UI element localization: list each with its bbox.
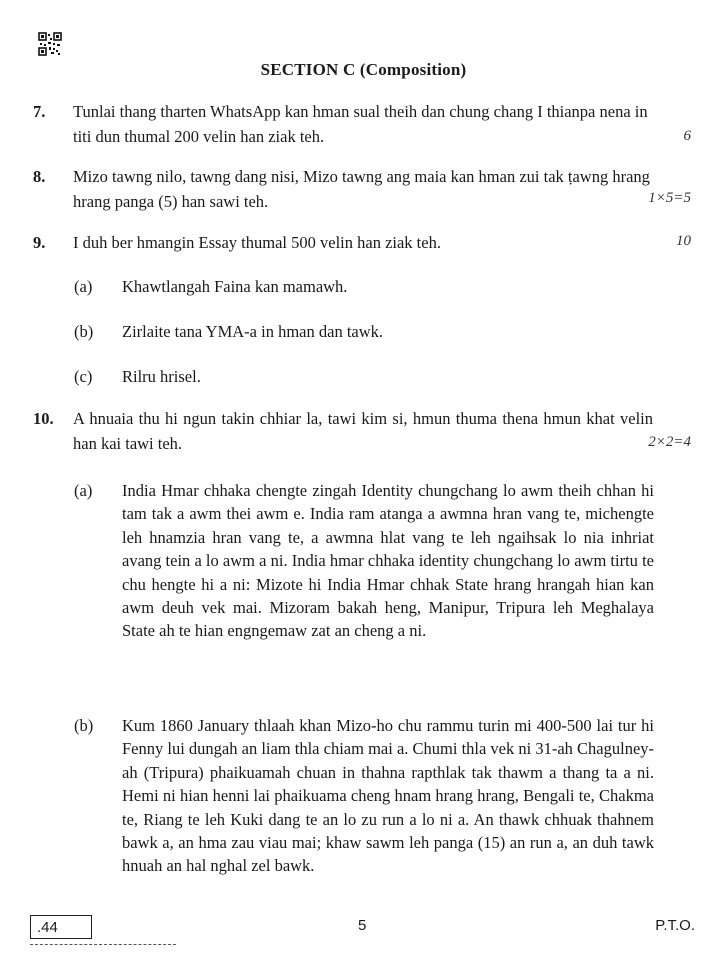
section-title: SECTION C (Composition) (260, 60, 467, 79)
option-text: Rilru hrisel. (122, 367, 201, 386)
question-text: Tunlai thang tharten WhatsApp kan hman sual theih dan chung chang I thianpa nena in titi dun thumal 200 velin han ziak teh. (73, 102, 648, 146)
question-number: 7. (33, 102, 46, 121)
option-label: (c) (74, 367, 93, 386)
question-marks: 2×2=4 (648, 434, 691, 450)
passage-text: India Hmar chhaka chengte zingah Identity chungchang lo awm theih chhan hi tam tak a awm thei awm e. India ram atanga a awmna hran vang te, michengte leh hnamzia hran vang te, a awmna hlat vang te leh ngaihsak lo nia inhriat avang tein a lo awm a ni. India hmar chhaka identity chungchang lo awm tirtu te chu hengte hi a ni: Mizote hi India Hmar chhak State hrang hrangah hian kan awm deuh vek mai. Mizoram bakah heng, Manipur, Tripura leh Meghalaya State ah te hian engngemaw zat an cheng a ni. (122, 481, 654, 641)
passage-label: (b) (74, 716, 94, 735)
question-text: A hnuaia thu hi ngun takin chhiar la, tawi kim si, hmun thuma thena hmun khat velin han kai tawi teh. (73, 409, 653, 453)
option-label: (a) (74, 277, 93, 296)
question-text: Mizo tawng nilo, tawng dang nisi, Mizo tawng ang maia kan hman zui tak ṭawng hrang hrang panga (5) han sawi teh. (73, 167, 650, 211)
option-label: (b) (74, 322, 94, 341)
page-number: 5 (358, 917, 367, 934)
pto-label: P.T.O. (655, 917, 695, 934)
footer-divider (30, 944, 176, 945)
paper-code: .44 (30, 915, 92, 939)
passage-text: Kum 1860 January thlaah khan Mizo-ho chu rammu turin mi 400-500 lai tur hi Fenny lui dungah an liam thla chiam mai a. Chumi thla vek ni 31-ah Chagulney-ah (Tripura) phaikuamah chuan in thahna rapthlak tak thawm a thang ta a ni. Hemi ni hian henni lai phaikuama cheng hnam hrang hrang, Bengali te, Chakma te, Riang te leh Kuki dang te an lo zu run a lo ni a. An thawk chhuak thahnem bawk a, an hma zau viau mai; khaw sawm leh panga (15) an run a, an duh tawk hnuah an hal nghal zel bawk. (122, 716, 655, 876)
option-text: Zirlaite tana YMA-a in hman dan tawk. (122, 322, 384, 341)
question-marks: 6 (683, 128, 691, 144)
question-number: 10. (33, 409, 54, 428)
option-text: Khawtlangah Faina kan mamawh. (122, 277, 348, 296)
question-text: I duh ber hmangin Essay thumal 500 velin han ziak teh. (73, 233, 441, 252)
passage-label: (a) (74, 481, 93, 500)
question-number: 9. (33, 233, 46, 252)
question-marks: 1×5=5 (648, 190, 691, 206)
qr-code-icon (38, 32, 62, 56)
question-marks: 10 (676, 233, 691, 249)
question-number: 8. (33, 167, 46, 186)
